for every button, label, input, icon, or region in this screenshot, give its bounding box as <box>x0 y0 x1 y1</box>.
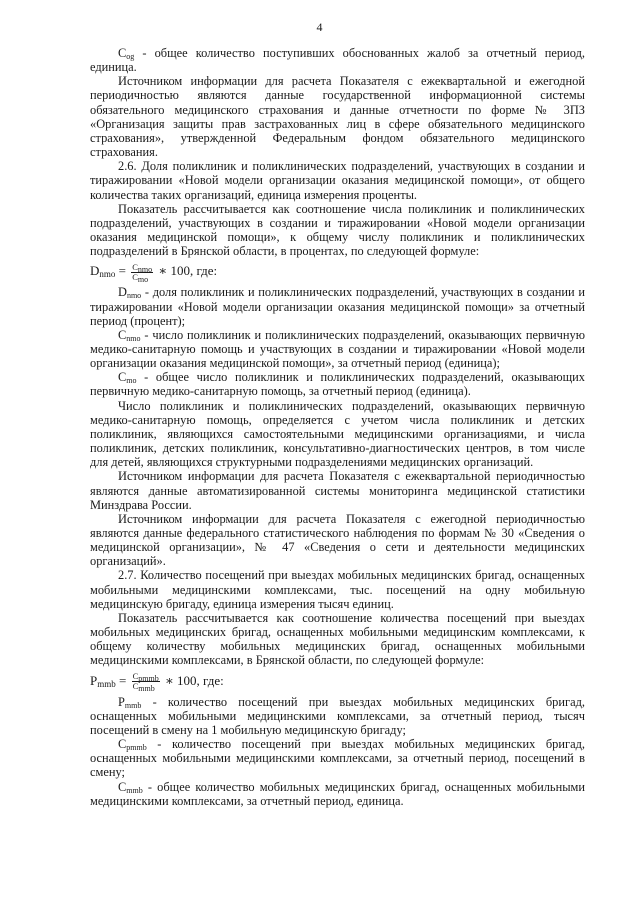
paragraph-polyclinics-count: Число поликлиник и поликлинических подразделений, оказывающих первичную медико-санитарную помощь, определяется с учетом числа поликлиник и детских поликлиник, являющихся самостоятельными медицинскими организациями, и числа поликлиник, детских поликлиник, консультативно-диагностических центров, в том числе для детей, являющихся структурными подразделениями медицинских организаций. <box>90 398 585 470</box>
definition-c-og: $С_{og}$ - общее количество поступивших обоснованных жалоб за отчетный период, единица. <box>90 46 585 75</box>
section-2-7-heading: 2.7. Количество посещений при выездах мобильных медицинских бригад, оснащенных мобильными медицинскими комплексами, тыс. посещений на одну мобильную медицинскую бригаду, единица измерения тысяч единиц. <box>90 568 585 611</box>
definition-c-nmo: $C_{nmo}$ - число поликлиник и поликлинических подразделений, оказывающих первичную медико-санитарную помощь и участвующих в создании и тиражировании «Новой модели организации оказания медицинской помощи», за отчетный период (единица); <box>90 327 585 371</box>
formula-p-mmb: $P_{mmb}$ = $\frac{C_{pmmb}}{C_{mmb}}$ ∗ 100, где: <box>90 671 224 694</box>
definition-c-mo: $C_{mo}$ - общее число поликлиник и поликлинических подразделений, оказывающих первичную медико-санитарную помощь, за отчетный период (единица). <box>90 370 585 399</box>
section-2-6-heading: 2.6. Доля поликлиник и поликлинических подразделений, участвующих в создании и тиражировании «Новой модели организации оказания медицинской помощи», от общего количества таких организаций, единица измерения проценты. <box>90 159 585 202</box>
formula-d-nmo: $D_{nmo}$ = $\frac{C_{nmo}}{C_{mo}}$ ∗ 100, где: <box>90 261 218 284</box>
paragraph-indicator-2-6: Показатель рассчитывается как соотношение числа поликлиник и поликлинических подразделений, участвующих в создании и тиражировании «Новой модели организации оказания медицинской помощи», к общему числу поликлиник и поликлинических подразделений в Брянской области, в процентах, по следующей формуле: <box>90 201 585 259</box>
definition-c-pmmb: $C_{pmmb}$ - количество посещений при выездах мобильных медицинских бригад, оснащенных мобильными медицинскими комплексами, за отчетный период, посещений в смену; <box>90 737 585 780</box>
definition-p-mmb: $P_{mmb}$ - количество посещений при выездах мобильных медицинских бригад, оснащенных мобильными медицинскими комплексами, за отчетный период, тысяч посещений в смену на 1 мобильную медицинскую бригаду; <box>90 694 585 737</box>
page-number: 4 <box>316 20 323 34</box>
formula-fraction: $\frac{C_{pmmb}}{C_{mmb}}$ <box>132 671 159 694</box>
paragraph-indicator-2-7: Показатель рассчитывается как соотношение количества посещений при выездах мобильных медицинских бригад, оснащенных мобильными медицинским комплексами, к общему количеству мобильных медицинских бригад, оснащенных мобильными медицинскими комплексами, в Брянской области, по следующей формуле: <box>90 610 585 668</box>
paragraph-info-source-quarterly: Источником информации для расчета Показателя с ежеквартальной периодичностью являются данные автоматизированной системы мониторинга медицинской статистики Минздрава России. <box>90 469 585 512</box>
document-body <box>90 46 585 808</box>
formula-fraction: $\frac{C_{nmo}}{C_{mo}}$ <box>132 261 153 284</box>
paragraph-info-source-annual: Источником информации для расчета Показателя с ежегодной периодичностью являются данные федерального статистического наблюдения по формам № 30 «Сведения о медицинской организации», № 47 «Сведения о сети и деятельности медицинских организаций». <box>90 511 585 569</box>
definition-c-mmb: $C_{mmb}$ - общее количество мобильных медицинских бригад, оснащенных мобильными медицинскими комплексами, за отчетный период, единица. <box>90 779 585 808</box>
paragraph-info-source-oms: Источником информации для расчета Показателя с ежеквартальной и ежегодной периодичностью являются данные государственной информационной системы обязательного медицинского страхования и данные отчетности по форме № 3ПЗ «Организация защиты прав застрахованных лиц в сфере обязательного медицинского страхования», утвержденной Федеральным фондом обязательного медицинского страхования. <box>90 74 585 160</box>
definition-d-nmo: $D_{nmo}$ - доля поликлиник и поликлинических подразделений, участвующих в создании и тиражировании «Новой модели организации оказания медицинской помощи» за отчетный период (процент); <box>90 285 585 328</box>
